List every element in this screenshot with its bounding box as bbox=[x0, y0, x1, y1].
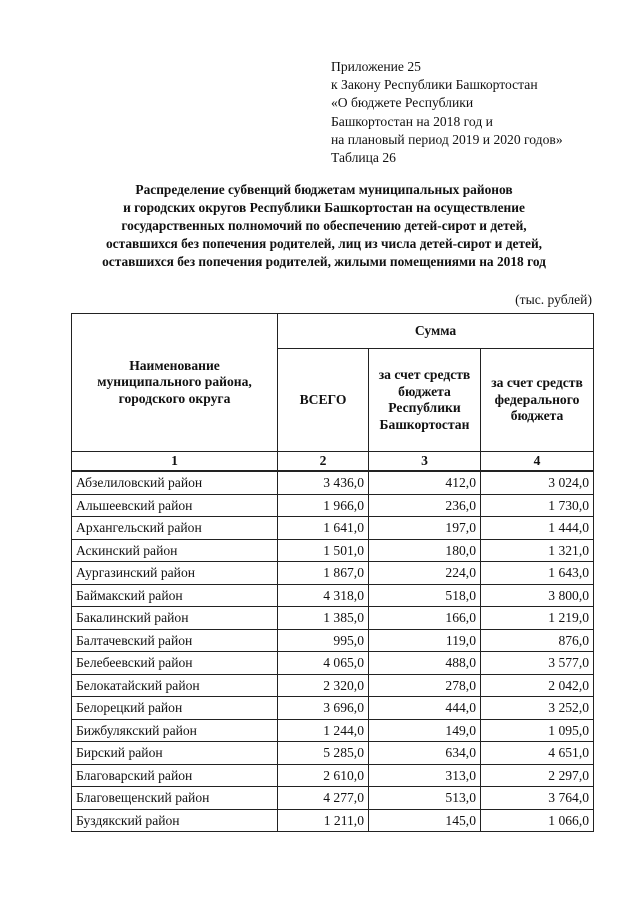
title-line: оставшихся без попечения родителей, лиц из числа детей-сирот и детей, bbox=[105, 236, 543, 252]
table-row bbox=[72, 494, 594, 517]
total-cell: 995,0 bbox=[278, 629, 369, 652]
appendix-line: на плановый период 2019 и 2020 годов» bbox=[331, 131, 563, 147]
total-cell: 1 244,0 bbox=[278, 719, 369, 742]
federal-cell: 1 643,0 bbox=[481, 562, 594, 585]
district-name-cell: Аскинский район bbox=[72, 539, 278, 562]
federal-cell: 1 066,0 bbox=[481, 809, 594, 832]
table-row bbox=[72, 629, 594, 652]
appendix-line: Башкортостан на 2018 год и bbox=[331, 113, 493, 129]
header-regional: за счет средств бюджета Республики Башкортостан bbox=[369, 349, 481, 452]
regional-cell: 518,0 bbox=[369, 584, 481, 607]
total-cell: 1 867,0 bbox=[278, 562, 369, 585]
regional-cell: 224,0 bbox=[369, 562, 481, 585]
table-row bbox=[72, 584, 594, 607]
table-row bbox=[72, 764, 594, 787]
regional-cell: 488,0 bbox=[369, 652, 481, 675]
title-line: Распределение субвенций бюджетам муниципальных районов bbox=[135, 182, 513, 197]
column-number: 4 bbox=[481, 452, 594, 472]
total-cell: 3 436,0 bbox=[278, 471, 369, 494]
regional-cell: 236,0 bbox=[369, 494, 481, 517]
appendix-line: к Закону Республики Башкортостан bbox=[331, 77, 538, 93]
title-line: оставшихся без попечения родителей, жилыми помещениями на 2018 год bbox=[102, 254, 546, 270]
district-name-cell: Балтачевский район bbox=[72, 629, 278, 652]
column-number: 3 bbox=[369, 452, 481, 472]
district-name-cell: Абзелиловский район bbox=[72, 471, 278, 494]
district-name-cell: Бирский район bbox=[72, 742, 278, 765]
district-name-cell: Белокатайский район bbox=[72, 674, 278, 697]
federal-cell: 1 219,0 bbox=[481, 607, 594, 630]
regional-cell: 197,0 bbox=[369, 517, 481, 540]
appendix-line: «О бюджете Республики bbox=[331, 95, 474, 111]
federal-cell: 1 730,0 bbox=[481, 494, 594, 517]
table-row bbox=[72, 517, 594, 540]
total-cell: 1 385,0 bbox=[278, 607, 369, 630]
table-row bbox=[72, 652, 594, 675]
header-name: Наименование муниципального района, городского округа bbox=[72, 314, 278, 452]
regional-cell: 166,0 bbox=[369, 607, 481, 630]
district-name-cell: Аургазинский район bbox=[72, 562, 278, 585]
header-total: ВСЕГО bbox=[278, 349, 369, 452]
regional-cell: 180,0 bbox=[369, 539, 481, 562]
table-row bbox=[72, 787, 594, 810]
units-note: (тыс. рублей) bbox=[515, 292, 592, 307]
federal-cell: 1 321,0 bbox=[481, 539, 594, 562]
district-name-cell: Белебеевский район bbox=[72, 652, 278, 675]
district-name-cell: Благоварский район bbox=[72, 764, 278, 787]
table-row bbox=[72, 697, 594, 720]
total-cell: 4 318,0 bbox=[278, 584, 369, 607]
table-body bbox=[72, 471, 594, 832]
total-cell: 1 641,0 bbox=[278, 517, 369, 540]
federal-cell: 2 042,0 bbox=[481, 674, 594, 697]
federal-cell: 876,0 bbox=[481, 629, 594, 652]
document-title bbox=[60, 181, 588, 271]
total-cell: 4 065,0 bbox=[278, 652, 369, 675]
total-cell: 2 610,0 bbox=[278, 764, 369, 787]
regional-cell: 119,0 bbox=[369, 629, 481, 652]
regional-cell: 313,0 bbox=[369, 764, 481, 787]
table-row bbox=[72, 539, 594, 562]
regional-cell: 634,0 bbox=[369, 742, 481, 765]
appendix-line: Приложение 25 bbox=[331, 59, 421, 74]
table-row bbox=[72, 742, 594, 765]
table-row bbox=[72, 471, 594, 494]
title-line: государственных полномочий по обеспечению детей-сирот и детей, bbox=[121, 218, 527, 234]
regional-cell: 145,0 bbox=[369, 809, 481, 832]
district-name-cell: Альшеевский район bbox=[72, 494, 278, 517]
table-row bbox=[72, 562, 594, 585]
federal-cell: 3 764,0 bbox=[481, 787, 594, 810]
total-cell: 5 285,0 bbox=[278, 742, 369, 765]
federal-cell: 3 252,0 bbox=[481, 697, 594, 720]
district-name-cell: Бакалинский район bbox=[72, 607, 278, 630]
table-row bbox=[72, 674, 594, 697]
column-number: 2 bbox=[278, 452, 369, 472]
district-name-cell: Белорецкий район bbox=[72, 697, 278, 720]
table-row bbox=[72, 719, 594, 742]
federal-cell: 3 800,0 bbox=[481, 584, 594, 607]
total-cell: 1 501,0 bbox=[278, 539, 369, 562]
federal-cell: 1 444,0 bbox=[481, 517, 594, 540]
total-cell: 3 696,0 bbox=[278, 697, 369, 720]
total-cell: 1 966,0 bbox=[278, 494, 369, 517]
total-cell: 1 211,0 bbox=[278, 809, 369, 832]
table-row bbox=[72, 607, 594, 630]
federal-cell: 4 651,0 bbox=[481, 742, 594, 765]
federal-cell: 3 024,0 bbox=[481, 471, 594, 494]
regional-cell: 513,0 bbox=[369, 787, 481, 810]
table-row bbox=[72, 809, 594, 832]
federal-cell: 3 577,0 bbox=[481, 652, 594, 675]
header-sum: Сумма bbox=[278, 314, 594, 349]
federal-cell: 2 297,0 bbox=[481, 764, 594, 787]
appendix-reference bbox=[331, 58, 563, 167]
appendix-line: Таблица 26 bbox=[331, 150, 396, 166]
district-name-cell: Баймакский район bbox=[72, 584, 278, 607]
column-number: 1 bbox=[72, 452, 278, 472]
regional-cell: 412,0 bbox=[369, 471, 481, 494]
district-name-cell: Архангельский район bbox=[72, 517, 278, 540]
district-name-cell: Буздякский район bbox=[72, 809, 278, 832]
total-cell: 2 320,0 bbox=[278, 674, 369, 697]
regional-cell: 278,0 bbox=[369, 674, 481, 697]
regional-cell: 444,0 bbox=[369, 697, 481, 720]
header-federal: за счет средств федерального бюджета bbox=[481, 349, 594, 452]
federal-cell: 1 095,0 bbox=[481, 719, 594, 742]
title-line: и городских округов Республики Башкортостан на осуществление bbox=[123, 200, 525, 216]
district-name-cell: Благовещенский район bbox=[72, 787, 278, 810]
subvention-table bbox=[71, 313, 594, 832]
district-name-cell: Бижбулякский район bbox=[72, 719, 278, 742]
total-cell: 4 277,0 bbox=[278, 787, 369, 810]
regional-cell: 149,0 bbox=[369, 719, 481, 742]
